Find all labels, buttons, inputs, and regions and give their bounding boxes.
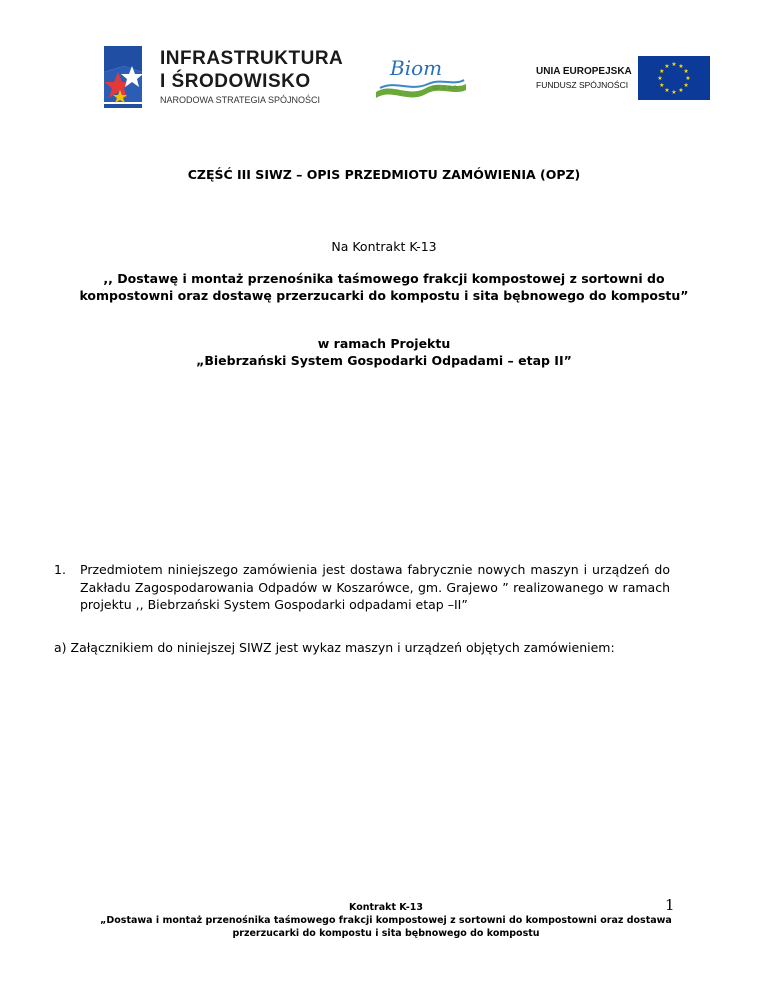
- eu-star-icon: ★: [678, 62, 684, 70]
- item-1-number: 1.: [54, 562, 66, 577]
- item-1-text: Przedmiotem niniejszego zamówienia jest dostawa fabrycznie nowych maszyn i urządzeń do Zakładu Zagospodarowania Odpadów w Koszarówce, gm. Grajewo ” realizowanego w ramach projektu ,, Biebrzański System Gospodarki odpadami etap –II”: [80, 562, 670, 612]
- biom-logo-sub: sp. z o.o.: [432, 84, 459, 91]
- eu-star-icon: ★: [671, 89, 677, 96]
- subject-line2: kompostowni oraz dostawę przerzucarki do kompostu i sita bębnowego do kompostu”: [79, 288, 689, 303]
- biom-logo-text: Biom: [390, 56, 443, 80]
- footer-line2: „Dostawa i montaż przenośnika taśmowego frakcji kompostowej z sortowni do kompostowni oraz dostawa: [100, 915, 672, 926]
- eu-star-icon: ★: [683, 82, 689, 89]
- subject-line1: ,, Dostawę i montaż przenośnika taśmowego frakcji kompostowej z sortowni do: [103, 271, 665, 286]
- footer-line1: Kontrakt K-13: [349, 902, 423, 913]
- eu-star-icon: ★: [683, 68, 689, 75]
- project-name: „Biebrzański System Gospodarki Odpadami – etap II”: [196, 353, 572, 368]
- item-1: [54, 561, 670, 614]
- eu-flag-icon: [638, 56, 710, 100]
- infra-title-line2: I ŚRODOWISKO: [160, 71, 311, 92]
- footer-line3: przerzucarki do kompostu i sita bębnowego do kompostu: [232, 928, 540, 939]
- infra-title-line1: INFRASTRUKTURA: [160, 48, 344, 69]
- eu-star-icon: ★: [671, 61, 677, 68]
- eu-logo: [534, 56, 710, 100]
- eu-star-icon: ★: [659, 82, 665, 89]
- eu-label-line1: UNIA EUROPEJSKA: [536, 66, 632, 77]
- infrastruktura-mark-icon: [98, 42, 154, 114]
- contract-line: Na Kontrakt K-13: [331, 239, 437, 254]
- eu-star-icon: ★: [678, 87, 684, 95]
- infra-subtitle: NARODOWA STRATEGIA SPÓJNOŚCI: [160, 95, 321, 105]
- eu-label-line2: FUNDUSZ SPÓJNOŚCI: [536, 80, 629, 90]
- biom-logo: [374, 54, 468, 106]
- project-intro: w ramach Projektu: [317, 336, 451, 351]
- item-a: a) Załącznikiem do niniejszej SIWZ jest wykaz maszyn i urządzeń objętych zamówieniem:: [54, 640, 615, 655]
- eu-star-icon: ★: [664, 87, 670, 95]
- eu-star-icon: ★: [657, 75, 663, 82]
- eu-star-icon: ★: [685, 75, 691, 82]
- page-number: 1: [665, 896, 675, 914]
- eu-star-icon: ★: [659, 68, 665, 75]
- infrastruktura-logo: [98, 42, 344, 114]
- eu-star-icon: ★: [664, 62, 670, 70]
- part-title: CZĘŚĆ III SIWZ – OPIS PRZEDMIOTU ZAMÓWIENIA (OPZ): [187, 167, 581, 182]
